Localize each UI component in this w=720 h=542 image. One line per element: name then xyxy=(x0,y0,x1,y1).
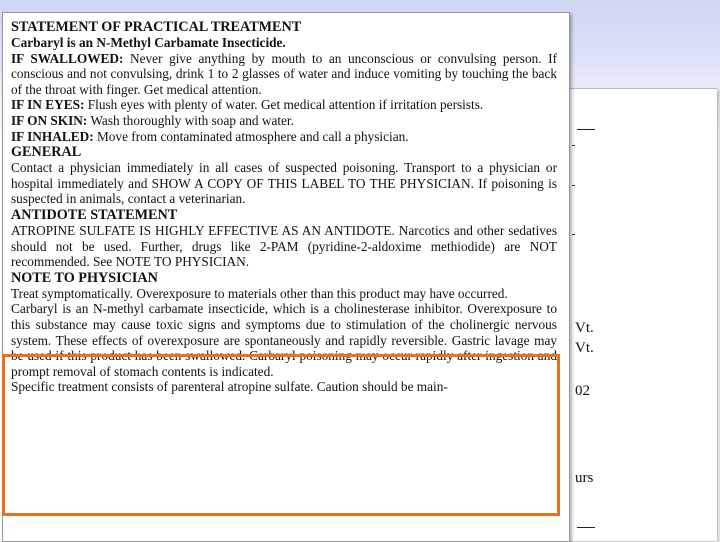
page-rule xyxy=(577,129,595,130)
inhaled-text: Move from contaminated atmosphere and call a physician. xyxy=(96,128,409,144)
label-title: STATEMENT OF PRACTICAL TREATMENT xyxy=(11,19,302,35)
general-heading: GENERAL xyxy=(11,144,82,161)
background-text-fragment: Vt. xyxy=(575,320,594,336)
eyes-lead: IF IN EYES: xyxy=(11,97,85,113)
background-text-fragment: urs xyxy=(575,470,594,486)
inhaled-instructions xyxy=(11,129,557,145)
antidote-heading: ANTIDOTE STATEMENT xyxy=(11,206,178,223)
physician-heading: NOTE TO PHYSICIAN xyxy=(11,269,158,286)
background-text-fragment: 02 xyxy=(575,383,590,399)
page-tick xyxy=(572,234,575,235)
swallowed-instructions xyxy=(11,51,557,98)
general-text: Contact a physician immediately in all cases of suspected poisoning. Transport to a physician or hospital immediately and SHOW A COPY OF THIS LABEL TO THE PHYSICIAN. If poisoning is suspected in animals, contact a veterinarian. xyxy=(11,160,557,207)
label-text-column xyxy=(11,19,557,395)
background-text-fragment: Vt. xyxy=(575,340,594,356)
page-tick xyxy=(572,145,575,146)
page-tick xyxy=(572,185,575,186)
skin-instructions xyxy=(11,113,557,129)
skin-text: Wash thoroughly with soap and water. xyxy=(90,112,294,128)
physician-paragraph-2: Carbaryl is an N-methyl carbamate insecticide, which is a cholinesterase inhibitor. Overexposure to this substance may cause toxic signs and symptoms due to stimulation of the cholinergic nervous system. These effects of overexposure are spontaneously and rapidly reversible. Gastric lavage may be used if this product has been swallowed. Carbaryl poisoning may occur rapidly after ingestion and prompt removal of stomach contents is indicated. xyxy=(11,301,557,379)
label-subtitle: Carbaryl is an N-Methyl Carbamate Insecticide. xyxy=(11,35,286,50)
antidote-text: ATROPINE SULFATE IS HIGHLY EFFECTIVE AS AN ANTIDOTE. Narcotics and other sedatives should not be used. Further, drugs like 2-PAM (pyridine-2-aldoxime methiodide) are NOT recommended. See NOTE TO PHYSICIAN. xyxy=(11,222,557,270)
page-rule xyxy=(577,527,595,528)
swallowed-lead: IF SWALLOWED: xyxy=(11,50,124,66)
physician-paragraph-3: Specific treatment consists of parenteral atropine sulfate. Caution should be main- xyxy=(11,379,448,395)
eyes-text: Flush eyes with plenty of water. Get medical attention if irritation persists. xyxy=(87,97,484,113)
eyes-instructions xyxy=(11,97,557,113)
background-page xyxy=(566,88,717,541)
label-page xyxy=(2,12,570,542)
inhaled-lead: IF INHALED: xyxy=(11,128,94,144)
swallowed-text: Never give anything by mouth to an unconscious or convulsing person. If conscious and not convulsing, drink 1 to 2 glasses of water and induce vomiting by touching the back of the throat with finger. Get medical attention. xyxy=(11,50,558,97)
physician-paragraph-1: Treat symptomatically. Overexposure to materials other than this product may have occurred. xyxy=(11,285,508,301)
skin-lead: IF ON SKIN: xyxy=(11,112,88,128)
